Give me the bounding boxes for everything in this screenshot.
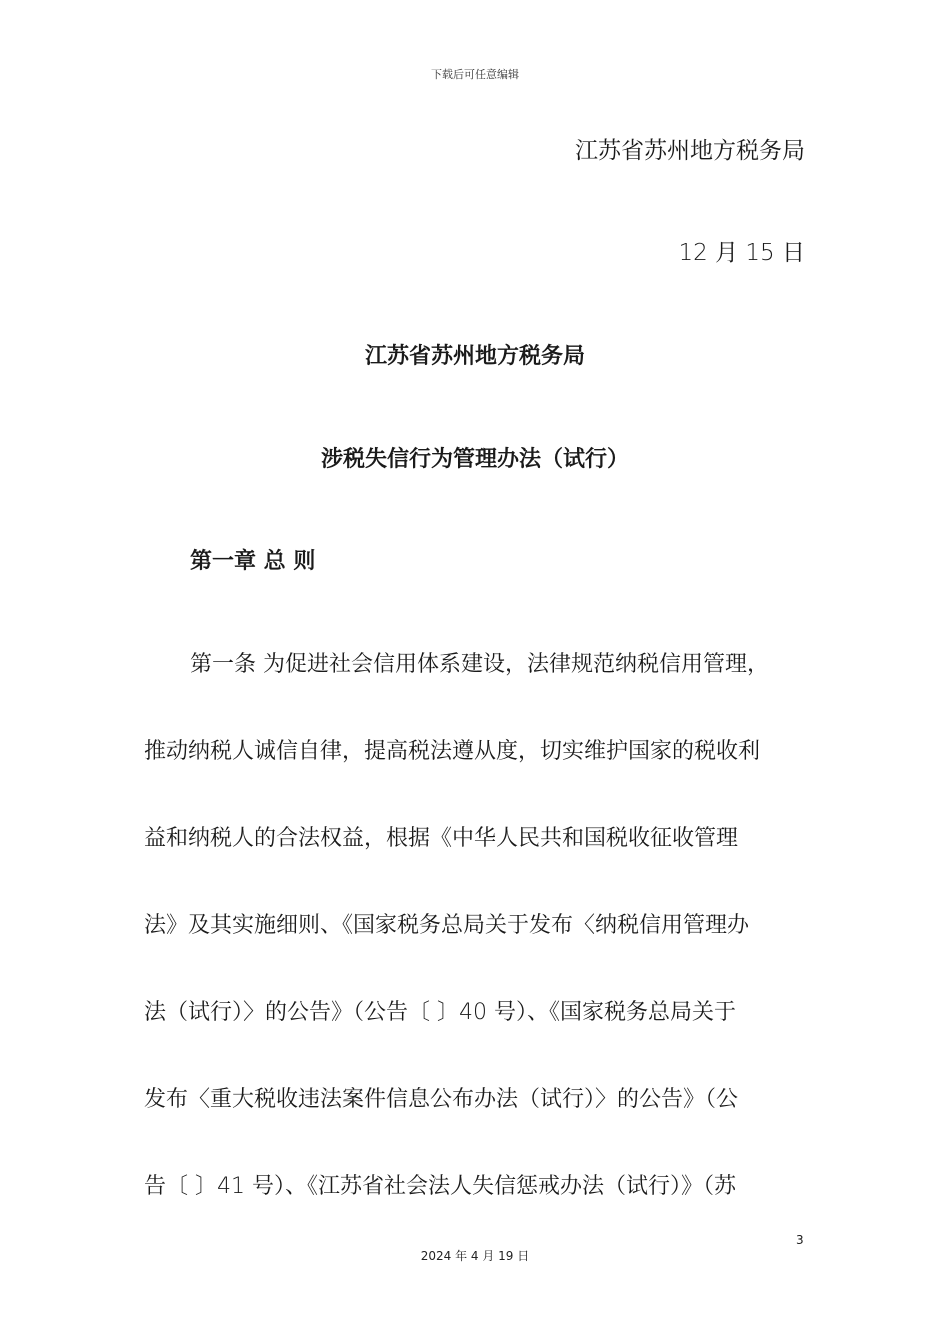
body-line-1: 第一条 为促进社会信用体系建设，法律规范纳税信用管理， <box>190 652 769 677</box>
page-header: 下载后可任意编辑 <box>431 68 519 81</box>
document-title-line-2: 涉税失信行为管理办法（试行） <box>320 447 629 472</box>
chapter-heading: 第一章 总 则 <box>190 549 316 574</box>
issuer-name: 江苏省苏州地方税务局 <box>575 138 805 164</box>
body-line-2: 推动纳税人诚信自律，提高税法遵从度，切实维护国家的税收利 <box>144 739 761 764</box>
body-line-3: 益和纳税人的合法权益，根据《中华人民共和国税收征收管理 <box>144 826 739 851</box>
body-line-4: 法》及其实施细则、《国家税务总局关于发布〈纳税信用管理办 <box>144 913 750 938</box>
page-number: 3 <box>796 1233 804 1247</box>
document-title-line-1: 江苏省苏州地方税务局 <box>364 344 585 369</box>
page-footer-date: 2024 年 4 月 19 日 <box>420 1249 530 1263</box>
body-line-7: 告〔 〕41 号）、《江苏省社会法人失信惩戒办法（试行）》（苏 <box>144 1174 736 1199</box>
body-line-5: 法（试行）〉的公告》（公告〔 〕40 号）、《国家税务总局关于 <box>144 1000 736 1025</box>
issue-date: 12 月 15 日 <box>678 240 805 266</box>
body-line-6: 发布〈重大税收违法案件信息公布办法（试行）〉的公告》（公 <box>144 1087 739 1112</box>
